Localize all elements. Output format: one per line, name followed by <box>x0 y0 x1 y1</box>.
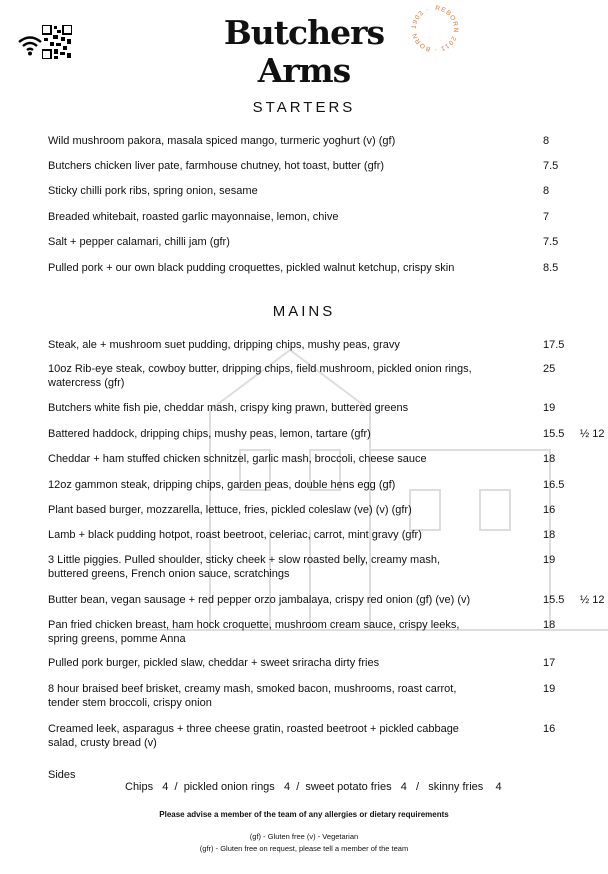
item-description: Salt + pepper calamari, chilli jam (gfr) <box>48 236 230 248</box>
item-price: 17 <box>543 657 556 669</box>
sides-list: Chips 4 / pickled onion rings 4 / sweet potato fries 4 / skinny fries 4 <box>125 781 502 793</box>
item-price: 15.5 <box>543 428 565 440</box>
item-price: 8 <box>543 185 550 197</box>
item-description: Butchers chicken liver pate, farmhouse chutney, hot toast, butter (gfr) <box>48 160 385 172</box>
item-price: 17.5 <box>543 339 565 351</box>
item-description: 10oz Rib-eye steak, cowboy butter, dripping chips, field mushroom, pickled onion rings, watercress (gfr) <box>48 363 472 389</box>
item-description: 12oz gammon steak, dripping chips, garden peas, double hens egg (gf) <box>48 479 396 491</box>
allergy-notice: Please advise a member of the team of any allergies or dietary requirements <box>159 810 449 819</box>
item-price: 8 <box>543 135 550 147</box>
starters-heading: STARTERS <box>252 99 356 116</box>
item-price: 7.5 <box>543 160 559 172</box>
sides-row <box>48 757 608 793</box>
mains-heading: MAINS <box>272 303 336 320</box>
item-description: Lamb + black pudding hotpot, roast beetroot, celeriac, carrot, mint gravy (gfr) <box>48 529 422 541</box>
item-price: 18 <box>543 619 556 631</box>
item-description: Breaded whitebait, roasted garlic mayonnaise, lemon, chive <box>48 211 339 223</box>
item-description: Battered haddock, dripping chips, mushy peas, lemon, tartare (gfr) <box>48 428 371 440</box>
item-price: 18 <box>543 453 556 465</box>
item-description: Steak, ale + mushroom suet pudding, dripping chips, mushy peas, gravy <box>48 339 400 351</box>
item-description: Pulled pork + our own black pudding croquettes, pickled walnut ketchup, crispy skin <box>48 262 455 274</box>
item-price: 16 <box>543 723 556 735</box>
item-description: Butchers white fish pie, cheddar mash, crispy king prawn, buttered greens <box>48 402 409 414</box>
item-description: Plant based burger, mozzarella, lettuce, fries, pickled coleslaw (ve) (v) (gfr) <box>48 504 412 516</box>
item-price: 19 <box>543 683 556 695</box>
item-price: 8.5 <box>543 262 559 274</box>
item-price: 16 <box>543 504 556 516</box>
item-description: Creamed leek, asparagus + three cheese gratin, roasted beetroot + pickled cabbage salad, crusty bread (v) <box>48 723 459 749</box>
dietary-key-1: (gf) - Gluten free (v) - Vegetarian <box>249 832 359 841</box>
restaurant-logo <box>0 14 608 90</box>
item-description: Sticky chilli pork ribs, spring onion, sesame <box>48 185 258 197</box>
item-price: 15.5 <box>543 594 565 606</box>
sides-label: Sides <box>48 769 76 781</box>
item-description: Cheddar + ham stuffed chicken schnitzel, garlic mash, broccoli, cheese sauce <box>48 453 427 465</box>
item-price: 7.5 <box>543 236 559 248</box>
item-description: 3 Little piggies. Pulled shoulder, sticky cheek + slow roasted belly, creamy mash, buttered greens, French onion sauce, scratchings <box>48 554 441 580</box>
logo-line-1: Butchers <box>223 13 385 52</box>
item-price: 19 <box>543 402 556 414</box>
item-price: 18 <box>543 529 556 541</box>
item-description: Pulled pork burger, pickled slaw, cheddar + sweet sriracha dirty fries <box>48 657 380 669</box>
half-portion-price: ½ 12 <box>580 428 605 440</box>
born-stamp <box>410 4 460 54</box>
item-description: Butter bean, vegan sausage + red pepper orzo jambalaya, crispy red onion (gf) (ve) (v) <box>48 594 471 606</box>
svg-text:REBORN 2011 · BORN 1903 ·: REBORN 2011 · BORN 1903 · <box>410 4 460 54</box>
item-description: Pan fried chicken breast, ham hock croquette, mushroom cream sauce, crispy leeks, spring greens, pomme Anna <box>48 619 460 645</box>
item-price: 25 <box>543 363 556 375</box>
item-price: 16.5 <box>543 479 565 491</box>
item-price: 19 <box>543 554 556 566</box>
half-portion-price: ½ 12 <box>580 594 605 606</box>
logo-line-2: Arms <box>257 51 351 90</box>
item-price: 7 <box>543 211 550 223</box>
item-description: 8 hour braised beef brisket, creamy mash, smoked bacon, mushrooms, roast carrot, tender stem broccoli, crispy onion <box>48 683 457 709</box>
item-description: Wild mushroom pakora, masala spiced mango, turmeric yoghurt (v) (gf) <box>48 135 396 147</box>
dietary-key-2: (gfr) - Gluten free on request, please tell a member of the team <box>199 844 409 853</box>
